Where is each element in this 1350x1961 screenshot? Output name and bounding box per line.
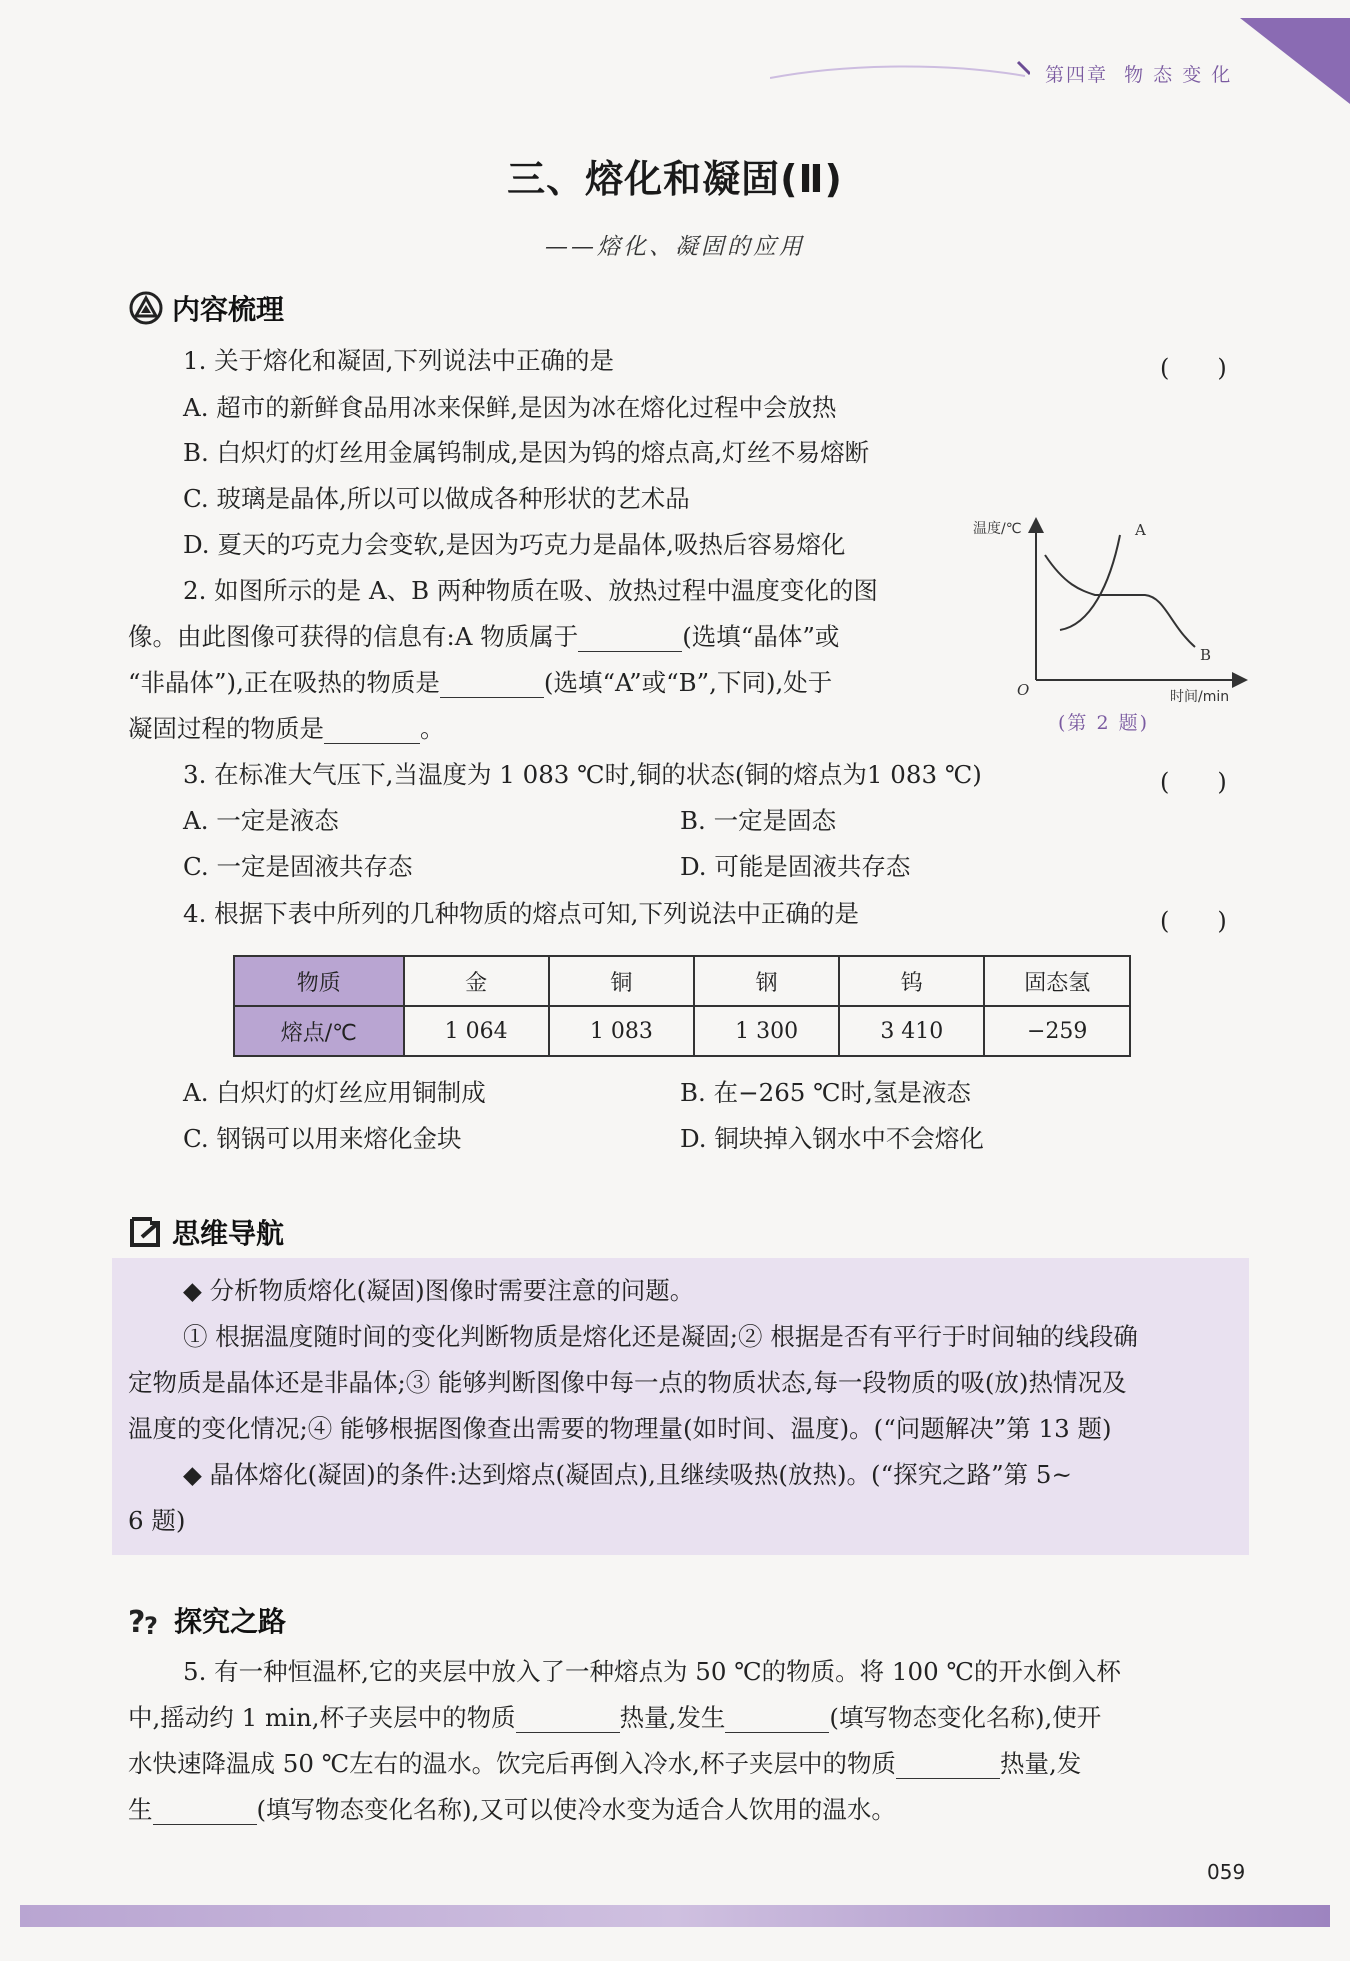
question-5-text: (填写物态变化名称),又可以使冷水变为适合人饮用的温水。 (256, 1795, 896, 1824)
temperature-time-graph (970, 515, 1250, 735)
question-3-answer-paren[interactable]: ( ) (1160, 768, 1227, 796)
table-cell: 钢 (694, 956, 839, 1006)
graph-caption: (第 2 题) (1058, 712, 1149, 734)
table-header-cell: 物质 (234, 956, 404, 1006)
question-3-option-a: A. 一定是液态 (183, 806, 339, 835)
question-3-option-b: B. 一定是固态 (680, 806, 837, 835)
question-2-text: 凝固过程的物质是 (128, 714, 324, 743)
section-heading-content-review (128, 288, 284, 328)
question-4-stem: 4. 根据下表中所列的几种物质的熔点可知,下列说法中正确的是 (183, 899, 859, 928)
question-3-option-d: D. 可能是固液共存态 (680, 852, 911, 881)
svg-text:?: ? (128, 1605, 146, 1638)
answer-blank[interactable] (896, 1756, 1000, 1779)
table-cell: 钨 (839, 956, 984, 1006)
question-5-text: 热量,发生 (619, 1703, 726, 1732)
y-axis-label: 温度/℃ (973, 521, 1022, 537)
question-4-option-b: B. 在−265 ℃时,氢是液态 (680, 1078, 971, 1107)
question-2-text: 像。由此图像可获得的信息有:A 物质属于 (128, 622, 579, 651)
question-1-option-a: A. 超市的新鲜食品用冰来保鲜,是因为冰在熔化过程中会放热 (183, 393, 837, 422)
question-2-text: (选填“晶体”或 (682, 622, 840, 651)
table-cell: −259 (984, 1006, 1130, 1056)
question-4-option-d: D. 铜块掉入钢水中不会熔化 (680, 1124, 984, 1153)
question-5-text: 水快速降温成 50 ℃左右的温水。饮完后再倒入冷水,杯子夹层中的物质 (128, 1749, 896, 1778)
question-5-line-4 (128, 1795, 896, 1825)
chapter-swoosh-line (770, 58, 1030, 88)
guide-line: ◆ 晶体熔化(凝固)的条件:达到熔点(凝固点),且继续吸热(放热)。(“探究之路”第 5~ (183, 1460, 1073, 1489)
question-2-line-4 (128, 714, 445, 744)
guide-line: 定物质是晶体还是非晶体;③ 能够判断图像中每一点的物质状态,每一段物质的吸(放)热情况及 (128, 1368, 1127, 1397)
table-cell: 金 (404, 956, 549, 1006)
page-subtitle: ——熔化、凝固的应用 (545, 234, 805, 260)
section-heading-label: 内容梳理 (172, 293, 285, 326)
question-5-line-1: 5. 有一种恒温杯,它的夹层中放入了一种熔点为 50 ℃的物质。将 100 ℃的开水倒入杯 (183, 1657, 1121, 1686)
question-2-text: (选填“A”或“B”,下同),处于 (543, 668, 833, 697)
guide-line: 6 题) (128, 1506, 186, 1535)
melting-point-table (233, 955, 1131, 1057)
question-5-text: (填写物态变化名称),使开 (829, 1703, 1102, 1732)
section-heading-exploration (128, 1600, 286, 1640)
origin-label: O (1017, 681, 1030, 699)
question-1-option-c: C. 玻璃是晶体,所以可以做成各种形状的艺术品 (183, 484, 690, 513)
table-cell: 3 410 (839, 1006, 984, 1056)
section-heading-label: 思维导航 (172, 1217, 285, 1250)
chapter-label (1045, 60, 1232, 87)
bottom-decorative-bar (0, 1905, 1350, 1935)
question-5-line-2 (128, 1703, 1101, 1733)
guide-line: 温度的变化情况;④ 能够根据图像查出需要的物理量(如时间、温度)。(“问题解决”第 13 题) (128, 1414, 1112, 1443)
guide-line: ◆ 分析物质熔化(凝固)图像时需要注意的问题。 (183, 1276, 695, 1305)
answer-blank[interactable] (578, 629, 682, 652)
question-marks-icon (128, 1602, 166, 1638)
answer-blank[interactable] (440, 675, 544, 698)
question-2-line-2 (128, 622, 839, 652)
svg-text:?: ? (144, 1612, 158, 1638)
section-heading-label: 探究之路 (174, 1605, 287, 1638)
page-title: 三、熔化和凝固(Ⅱ) (507, 157, 843, 201)
table-cell: 固态氢 (984, 956, 1130, 1006)
curve-b (1045, 555, 1195, 647)
question-2-text: 。 (420, 714, 445, 743)
curve-b-label: B (1200, 646, 1212, 664)
question-4-answer-paren[interactable]: ( ) (1160, 907, 1227, 935)
table-cell: 铜 (549, 956, 694, 1006)
question-1-answer-paren[interactable]: ( ) (1160, 354, 1227, 382)
edit-arrow-icon (128, 1215, 164, 1249)
x-axis-label: 时间/min (1170, 689, 1230, 705)
question-5-text: 热量,发 (999, 1749, 1082, 1778)
guide-line: ① 根据温度随时间的变化判断物质是熔化还是凝固;② 根据是否有平行于时间轴的线段确 (183, 1322, 1138, 1351)
page-number: 059 (1207, 1860, 1246, 1884)
question-1-option-b: B. 白炽灯的灯丝用金属钨制成,是因为钨的熔点高,灯丝不易熔断 (183, 438, 870, 467)
question-1-stem: 1. 关于熔化和凝固,下列说法中正确的是 (183, 346, 614, 375)
triangle-circle-icon (128, 290, 164, 326)
question-1-option-d: D. 夏天的巧克力会变软,是因为巧克力是晶体,吸热后容易熔化 (183, 530, 846, 559)
answer-blank[interactable] (324, 721, 420, 744)
answer-blank[interactable] (153, 1802, 257, 1825)
question-5-text: 中,摇动约 1 min,杯子夹层中的物质 (128, 1703, 516, 1732)
table-cell: 1 083 (549, 1006, 694, 1056)
section-heading-thinking-guide (128, 1212, 284, 1252)
question-2-line-1: 2. 如图所示的是 A、B 两种物质在吸、放热过程中温度变化的图 (183, 576, 878, 605)
answer-blank[interactable] (516, 1710, 620, 1733)
curve-a-label: A (1135, 521, 1146, 539)
question-5-text: 生 (128, 1795, 153, 1824)
chapter-corner-tab (1240, 18, 1350, 104)
question-4-option-a: A. 白炽灯的灯丝应用铜制成 (183, 1078, 486, 1107)
answer-blank[interactable] (725, 1710, 829, 1733)
question-3-option-c: C. 一定是固液共存态 (183, 852, 413, 881)
table-header-cell: 熔点/℃ (234, 1006, 404, 1056)
question-5-line-3 (128, 1749, 1081, 1779)
table-row (234, 956, 1130, 1006)
chapter-number: 第四章 (1045, 64, 1109, 86)
question-3-stem: 3. 在标准大气压下,当温度为 1 083 ℃时,铜的状态(铜的熔点为1 083 ℃) (183, 760, 982, 789)
question-2-text: “非晶体”),正在吸热的物质是 (128, 668, 440, 697)
table-cell: 1 300 (694, 1006, 839, 1056)
table-row (234, 1006, 1130, 1056)
table-cell: 1 064 (404, 1006, 549, 1056)
question-4-option-c: C. 钢锅可以用来熔化金块 (183, 1124, 462, 1153)
chapter-name: 物 态 变 化 (1124, 64, 1233, 86)
question-2-line-3 (128, 668, 832, 698)
